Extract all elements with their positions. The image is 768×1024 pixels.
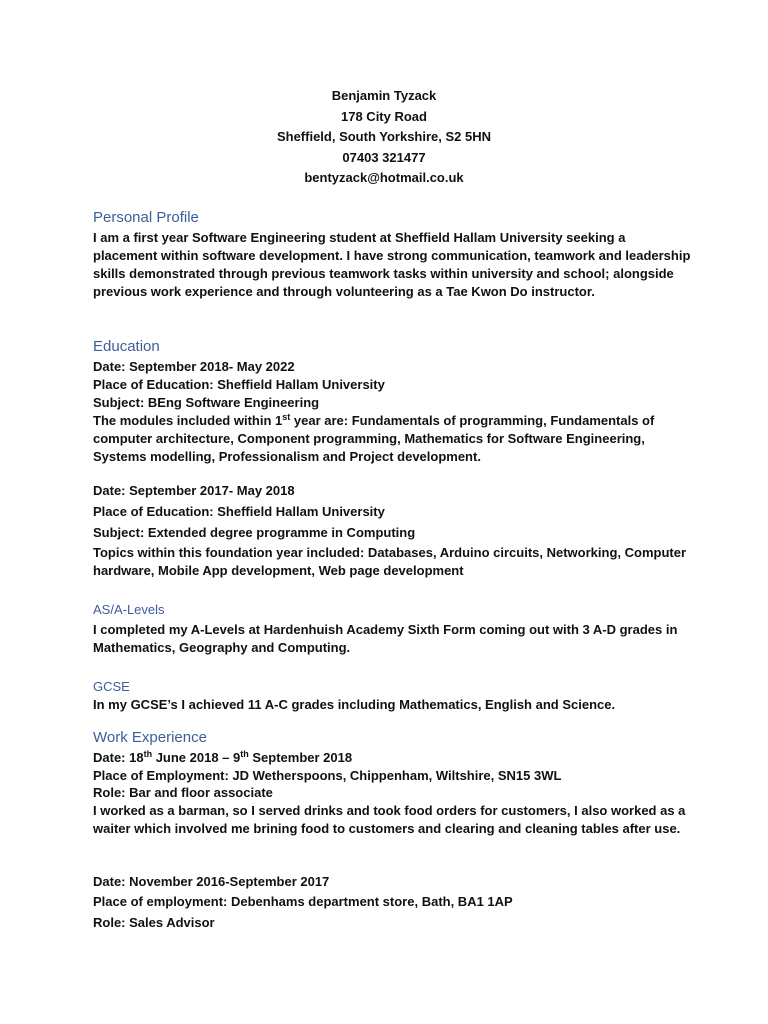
phone-number: 07403 321477 — [342, 149, 426, 165]
personal-profile-heading: Personal Profile — [93, 209, 199, 226]
job-1-date — [93, 749, 352, 767]
job-2-role: Role: Sales Advisor — [93, 915, 215, 930]
education-1-date: Date: September 2018- May 2022 — [93, 359, 295, 374]
education-2-place: Place of Education: Sheffield Hallam University — [93, 504, 385, 519]
job-1-date-middle: June 2018 – 9 — [152, 750, 241, 765]
job-1-place: Place of Employment: JD Wetherspoons, Chippenham, Wiltshire, SN15 3WL — [93, 768, 562, 783]
gcse-text: In my GCSE’s I achieved 11 A-C grades including Mathematics, English and Science. — [93, 697, 616, 712]
candidate-name: Benjamin Tyzack — [331, 88, 437, 103]
education-1-modules-start: The modules included within 1 — [93, 413, 283, 428]
education-1-modules-rest: year are: Fundamentals of programming, Fundamentals of computer architecture, Component programming, Mathematics for Software Engineering, Systems modelling, Professionalism and Project development. — [93, 413, 655, 464]
education-1-place: Place of Education: Sheffield Hallam University — [93, 377, 385, 392]
email-address: bentyzack@hotmail.co.uk — [304, 170, 464, 185]
job-1-date-start: Date: 18 — [93, 750, 144, 765]
education-1-modules — [93, 412, 693, 466]
job-1-description: I worked as a barman, so I served drinks and took food orders for customers, I also worked as a waiter which involved me brining food to customers and clearing and cleaning tables after use. — [93, 803, 686, 836]
alevels-heading: AS/A-Levels — [93, 602, 165, 617]
education-2-topics: Topics within this foundation year included: Databases, Arduino circuits, Networking, Computer hardware, Mobile App development, Web page development — [93, 545, 687, 578]
address-line-1: 178 City Road — [341, 108, 427, 124]
job-1-role: Role: Bar and floor associate — [93, 785, 273, 800]
education-2-date: Date: September 2017- May 2018 — [93, 483, 295, 498]
education-heading: Education — [93, 338, 160, 355]
education-1-subject: Subject: BEng Software Engineering — [93, 395, 320, 410]
contact-header — [0, 86, 768, 189]
job-1-date-end: September 2018 — [248, 750, 353, 765]
education-1-modules-superscript: st — [282, 412, 291, 422]
address-line-2: Sheffield, South Yorkshire, S2 5HN — [276, 129, 492, 144]
gcse-heading: GCSE — [93, 679, 130, 694]
work-experience-heading: Work Experience — [93, 729, 207, 746]
job-1-date-superscript-1: th — [143, 749, 153, 759]
education-2-subject: Subject: Extended degree programme in Computing — [93, 525, 416, 540]
alevels-text: I completed my A-Levels at Hardenhuish Academy Sixth Form coming out with 3 A-D grades in Mathematics, Geography and Computing. — [93, 622, 678, 655]
job-2-date: Date: November 2016-September 2017 — [93, 874, 330, 889]
job-2-place: Place of employment: Debenhams department store, Bath, BA1 1AP — [93, 894, 513, 909]
personal-profile-text: I am a first year Software Engineering student at Sheffield Hallam University seeking a placement within software development. I have strong communication, teamwork and leadership skills demonstrated through previous teamwork tasks within university and school; alongside previous work experience and through volunteering as a Tae Kwon Do instructor. — [93, 230, 691, 299]
job-1-date-superscript-2: th — [240, 749, 249, 759]
